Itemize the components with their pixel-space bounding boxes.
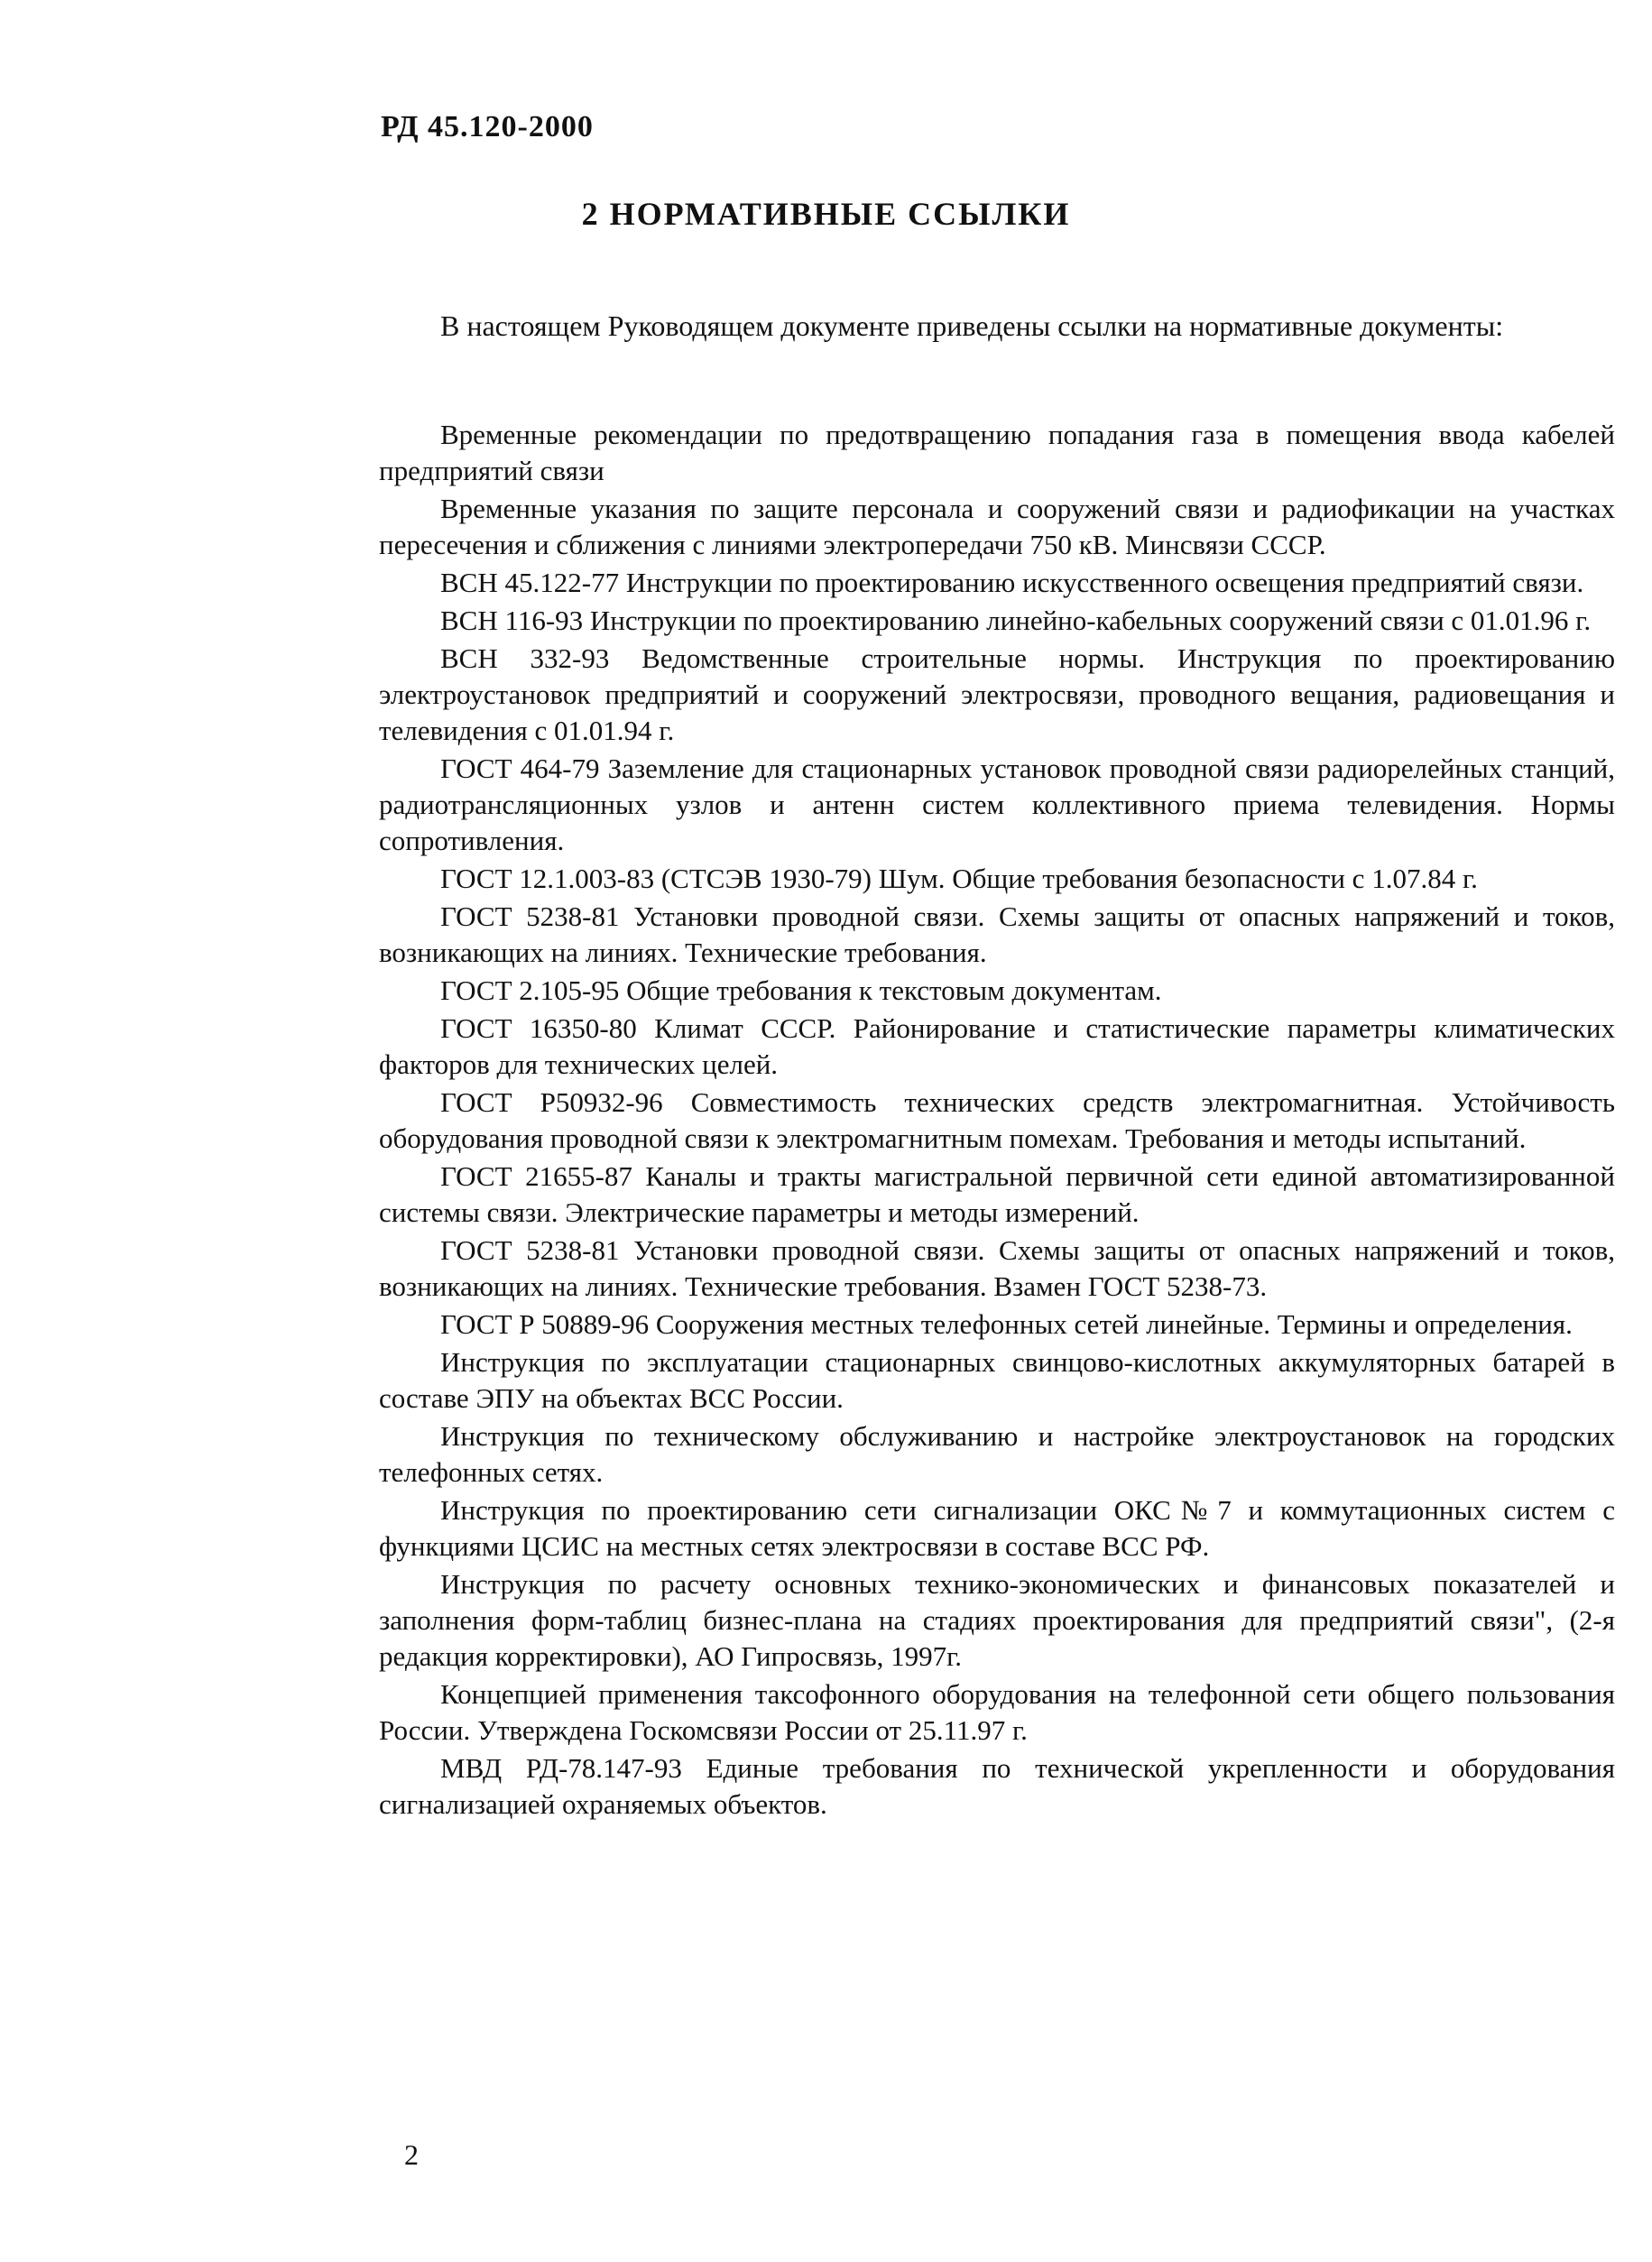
reference-item: ГОСТ Р50932-96 Совместимость технических средств электромагнитная. Устойчивость оборудования проводной связи к электромагнитным помехам. Требования и методы испытаний. <box>379 1086 1615 1154</box>
references-list <box>379 417 1615 1824</box>
reference-item: ВСН 332-93 Ведомственные строительные нормы. Инструкция по проектированию электроустановок предприятий и сооружений электросвязи, проводного вещания, радиовещания и телевидения с 01.01.94 г. <box>379 642 1615 746</box>
page-number: 2 <box>404 2138 419 2171</box>
reference-item: Инструкция по проектированию сети сигнализации ОКС№7 и коммутационных систем с функциями ЦСИС на местных сетях электросвязи в составе ВСС РФ. <box>379 1494 1615 1562</box>
reference-item: ГОСТ Р 50889-96 Сооружения местных телефонных сетей линейные. Термины и определения. <box>440 1308 1573 1340</box>
intro-paragraph: В настоящем Руководящем документе приведены ссылки на нормативные документы: <box>440 309 1504 342</box>
reference-item: Временные рекомендации по предотвращению попадания газа в помещения ввода кабелей предприятий связи <box>379 419 1615 486</box>
reference-item: Инструкция по эксплуатации стационарных свинцово-кислотных аккумуляторных батарей в составе ЭПУ на объектах ВСС России. <box>379 1346 1615 1414</box>
reference-item: ГОСТ 5238-81 Установки проводной связи. Схемы защиты от опасных напряжений и токов, возникающих на линиях. Технические требования. <box>379 900 1615 968</box>
reference-item: ГОСТ 12.1.003-83 (СТСЭВ 1930-79) Шум. Общие требования безопасности с 1.07.84 г. <box>440 863 1478 894</box>
reference-item: Инструкция по техническому обслуживанию и настройке электроустановок на городских телефонных сетях. <box>379 1420 1615 1488</box>
reference-item: ВСН 116-93 Инструкции по проектированию линейно-кабельных сооружений связи с 01.01.96 г. <box>440 605 1592 636</box>
reference-item: ГОСТ 21655-87 Каналы и тракты магистральной первичной сети единой автоматизированной системы связи. Электрические параметры и методы измерений. <box>379 1160 1615 1228</box>
section-title: 2 НОРМАТИВНЫЕ ССЫЛКИ <box>581 196 1071 232</box>
reference-item: МВД РД-78.147-93 Единые требования по технической укрепленности и оборудования сигнализацией охраняемых объектов. <box>379 1752 1615 1820</box>
reference-item: ГОСТ 16350-80 Климат СССР. Районирование и статистические параметры климатических факторов для технических целей. <box>379 1012 1615 1080</box>
reference-item: ГОСТ 464-79 Заземление для стационарных установок проводной связи радиорелейных станций, радиотрансляционных узлов и антенн систем коллективного приема телевидения. Нормы сопротивления. <box>379 752 1615 856</box>
reference-item: ВСН 45.122-77 Инструкции по проектированию искусственного освещения предприятий связи. <box>440 567 1584 598</box>
reference-item: ГОСТ 5238-81 Установки проводной связи. Схемы защиты от опасных напряжений и токов, возникающих на линиях. Технические требования. Взамен ГОСТ 5238-73. <box>379 1234 1615 1302</box>
reference-item: Временные указания по защите персонала и сооружений связи и радиофикации на участках пересечения и сближения с линиями электропередачи 750 кВ. Минсвязи СССР. <box>379 493 1615 560</box>
reference-item: Концепцией применения таксофонного оборудования на телефонной сети общего пользования России. Утверждена Госкомсвязи России от 25.11.97 г. <box>379 1678 1615 1746</box>
reference-item: Инструкция по расчету основных технико-экономических и финансовых показателей и заполнения форм-таблиц бизнес-плана на стадиях проектирования для предприятий связи", (2-я редакция корректировки), АО Гипросвязь, 1997г. <box>379 1568 1615 1672</box>
document-code: РД 45.120-2000 <box>381 110 594 143</box>
reference-item: ГОСТ 2.105-95 Общие требования к текстовым документам. <box>440 974 1162 1006</box>
